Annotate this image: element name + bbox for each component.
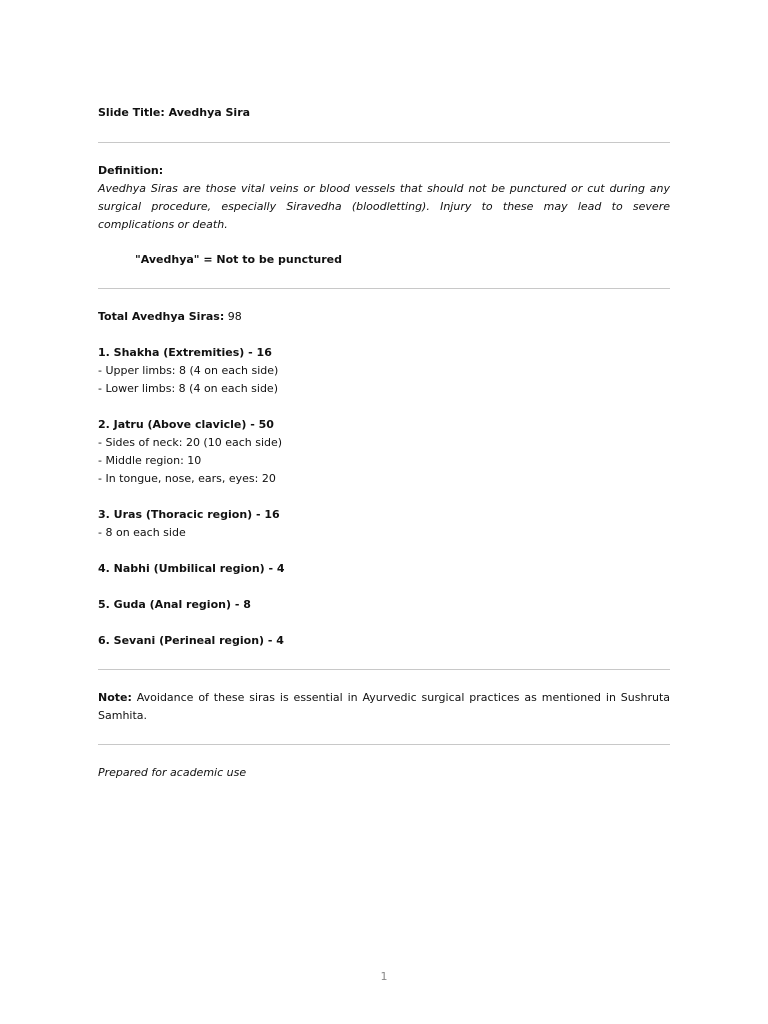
total-label: Total Avedhya Siras: — [98, 310, 225, 323]
avedhya-meaning: "Avedhya" = Not to be punctured — [135, 253, 342, 266]
document-page — [98, 104, 670, 782]
note-paragraph — [98, 689, 670, 725]
divider — [98, 744, 670, 745]
definition-label: Definition: — [98, 164, 164, 177]
category-uras — [98, 506, 670, 542]
category-heading: 5. Guda (Anal region) - 8 — [98, 598, 251, 611]
divider — [98, 669, 670, 670]
divider — [98, 288, 670, 289]
definition-text: Avedhya Siras are those vital veins or blood vessels that should not be punctured or cut during any surgical procedure, especially Siravedha (bloodletting). Injury to these may lead to severe complications or death. — [98, 182, 670, 231]
category-guda — [98, 596, 670, 614]
category-shakha — [98, 344, 670, 398]
divider — [98, 142, 670, 143]
category-heading: 6. Sevani (Perineal region) - 4 — [98, 634, 284, 647]
category-item: - Middle region: 10 — [98, 454, 202, 467]
note-label: Note: — [98, 691, 132, 704]
category-item: - Lower limbs: 8 (4 on each side) — [98, 382, 278, 395]
category-sevani — [98, 632, 670, 650]
footer-text: Prepared for academic use — [98, 766, 247, 779]
definition-section — [98, 162, 670, 269]
category-list — [98, 344, 670, 650]
category-item: - 8 on each side — [98, 526, 186, 539]
category-heading: 2. Jatru (Above clavicle) - 50 — [98, 418, 274, 431]
category-heading: 1. Shakha (Extremities) - 16 — [98, 346, 272, 359]
slide-title: Slide Title: Avedhya Sira — [98, 106, 251, 119]
page-number: 1 — [380, 970, 388, 983]
category-nabhi — [98, 560, 670, 578]
category-item: - Sides of neck: 20 (10 each side) — [98, 436, 283, 449]
total-value: 98 — [224, 310, 242, 323]
note-text: Avoidance of these siras is essential in Ayurvedic surgical practices as mentioned in Sushruta Samhita. — [98, 691, 670, 722]
total-siras — [98, 308, 670, 326]
category-item: - In tongue, nose, ears, eyes: 20 — [98, 472, 276, 485]
category-heading: 4. Nabhi (Umbilical region) - 4 — [98, 562, 285, 575]
category-item: - Upper limbs: 8 (4 on each side) — [98, 364, 279, 377]
category-heading: 3. Uras (Thoracic region) - 16 — [98, 508, 280, 521]
category-jatru — [98, 416, 670, 488]
